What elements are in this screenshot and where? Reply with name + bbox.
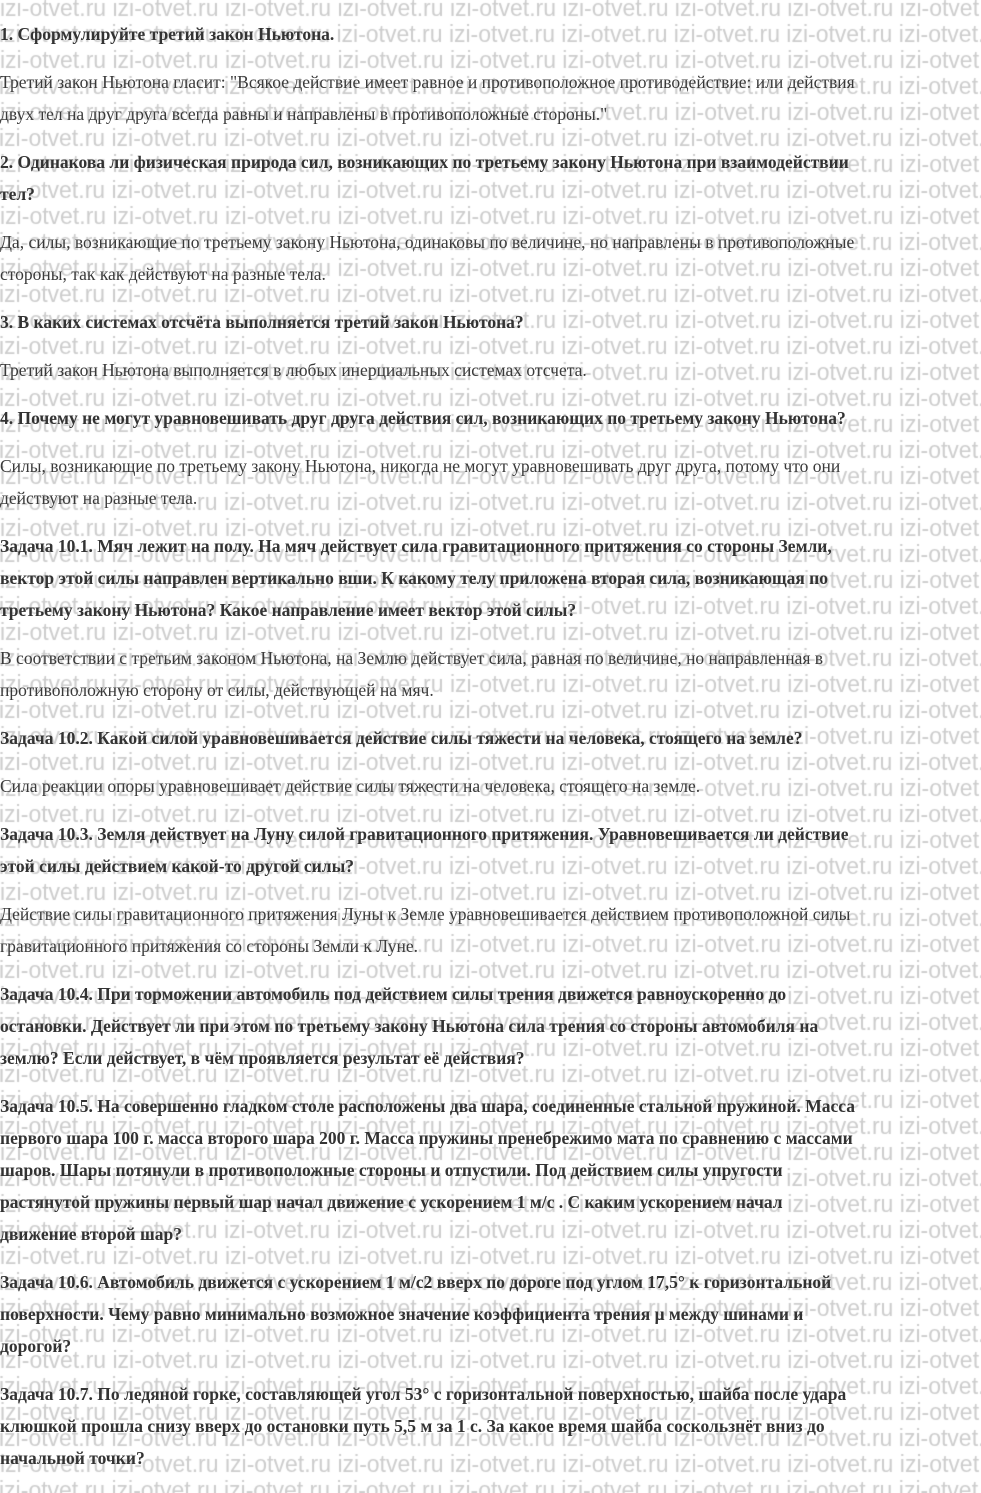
question <box>0 402 981 434</box>
question-line: начальной точки? <box>0 1448 145 1468</box>
question-line: Задача 10.2. Какой силой уравновешивается действие силы тяжести на человека, стоящего на земле? <box>0 728 803 748</box>
answer <box>0 226 981 290</box>
question-line: 3. В каких системах отсчёта выполняется третий закон Ньютона? <box>0 312 524 332</box>
answer-line: гравитационного притяжения со стороны Земли к Луне. <box>0 936 418 956</box>
answer <box>0 642 981 706</box>
answer-line: двух тел на друг друга всегда равны и направлены в противоположные стороны." <box>0 104 608 124</box>
answer-line: стороны, так как действуют на разные тела. <box>0 264 326 284</box>
question <box>0 722 981 754</box>
question-line: тел? <box>0 184 35 204</box>
question-line: шаров. Шары потянули в противоположные стороны и отпустили. Под действием силы упругости <box>0 1160 783 1180</box>
answer-line: Да, силы, возникающие по третьему закону Ньютона, одинаковы по величине, но направлены в противоположные <box>0 232 855 252</box>
answer-line: Сила реакции опоры уравновешивает действие силы тяжести на человека, стоящего на земле. <box>0 776 701 796</box>
question <box>0 818 981 882</box>
answer-line: Третий закон Ньютона гласит: "Всякое действие имеет равное и противоположное противодействие: или действия <box>0 72 855 92</box>
question <box>0 978 981 1074</box>
answer-line: Третий закон Ньютона выполняется в любых инерциальных системах отсчета. <box>0 360 587 380</box>
answer <box>0 770 981 802</box>
question-line: растянутой пружины первый шар начал движение с ускорением 1 м/с . С каким ускорением начал <box>0 1192 783 1212</box>
question-line: Задача 10.6. Автомобиль движется с ускорением 1 м/с2 вверх по дороге под углом 17,5° к горизонтальной <box>0 1272 832 1292</box>
question-line: 1. Сформулируйте третий закон Ньютона. <box>0 24 335 44</box>
answer-line: действуют на разные тела. <box>0 488 198 508</box>
question-line: Задача 10.4. При торможении автомобиль под действием силы трения движется равноускоренно до <box>0 984 787 1004</box>
answer-line: В соответствии с третьим законом Ньютона, на Землю действует сила, равная по величине, но направленная в <box>0 648 824 668</box>
question-line: первого шара 100 г. масса второго шара 200 г. Масса пружины пренебрежимо мата по сравнению с массами <box>0 1128 853 1148</box>
question-line: вектор этой силы направлен вертикально вши. К какому телу приложена вторая сила, возникающая по <box>0 568 829 588</box>
answer <box>0 898 981 962</box>
answer-line: Силы, возникающие по третьему закону Ньютона, никогда не могут уравновешивать друг друга, потому что они <box>0 456 841 476</box>
question-line: третьему закону Ньютона? Какое направление имеет вектор этой силы? <box>0 600 577 620</box>
document-content <box>0 18 981 1490</box>
question-line: этой силы действием какой-то другой силы? <box>0 856 354 876</box>
answer <box>0 66 981 130</box>
answer <box>0 450 981 514</box>
question-line: 4. Почему не могут уравновешивать друг друга действия сил, возникающих по третьему закону Ньютона? <box>0 408 846 428</box>
question <box>0 530 981 626</box>
question <box>0 146 981 210</box>
question <box>0 1090 981 1250</box>
question-line: Задача 10.1. Мяч лежит на полу. На мяч действует сила гравитационного притяжения со стороны Земли, <box>0 536 832 556</box>
question-line: 2. Одинакова ли физическая природа сил, возникающих по третьему закону Ньютона при взаимодействии <box>0 152 849 172</box>
question <box>0 1378 981 1474</box>
answer-line: противоположную сторону от силы, действующей на мяч. <box>0 680 434 700</box>
answer-line: Действие силы гравитационного притяжения Луны к Земле уравновешивается действием противоположной силы <box>0 904 851 924</box>
question-line: Задача 10.3. Земля действует на Луну силой гравитационного притяжения. Уравновешивается ли действие <box>0 824 849 844</box>
question-line: землю? Если действует, в чём проявляется результат её действия? <box>0 1048 525 1068</box>
question-line: Задача 10.5. На совершенно гладком столе расположены два шара, соединенные стальной пружиной. Масса <box>0 1096 855 1116</box>
question-line: клюшкой прошла снизу вверх до остановки путь 5,5 м за 1 с. За какое время шайба соскользнёт вниз до <box>0 1416 825 1436</box>
answer <box>0 354 981 386</box>
question-line: движение второй шар? <box>0 1224 182 1244</box>
question <box>0 18 981 50</box>
question-line: Задача 10.7. По ледяной горке, составляющей угол 53° с горизонтальной поверхностью, шайба после удара <box>0 1384 847 1404</box>
question-line: дорогой? <box>0 1336 72 1356</box>
question-line: поверхности. Чему равно минимально возможное значение коэффициента трения μ между шинами и <box>0 1304 804 1324</box>
question <box>0 1266 981 1362</box>
question <box>0 306 981 338</box>
question-line: остановки. Действует ли при этом по третьему закону Ньютона сила трения со стороны автомобиля на <box>0 1016 819 1036</box>
